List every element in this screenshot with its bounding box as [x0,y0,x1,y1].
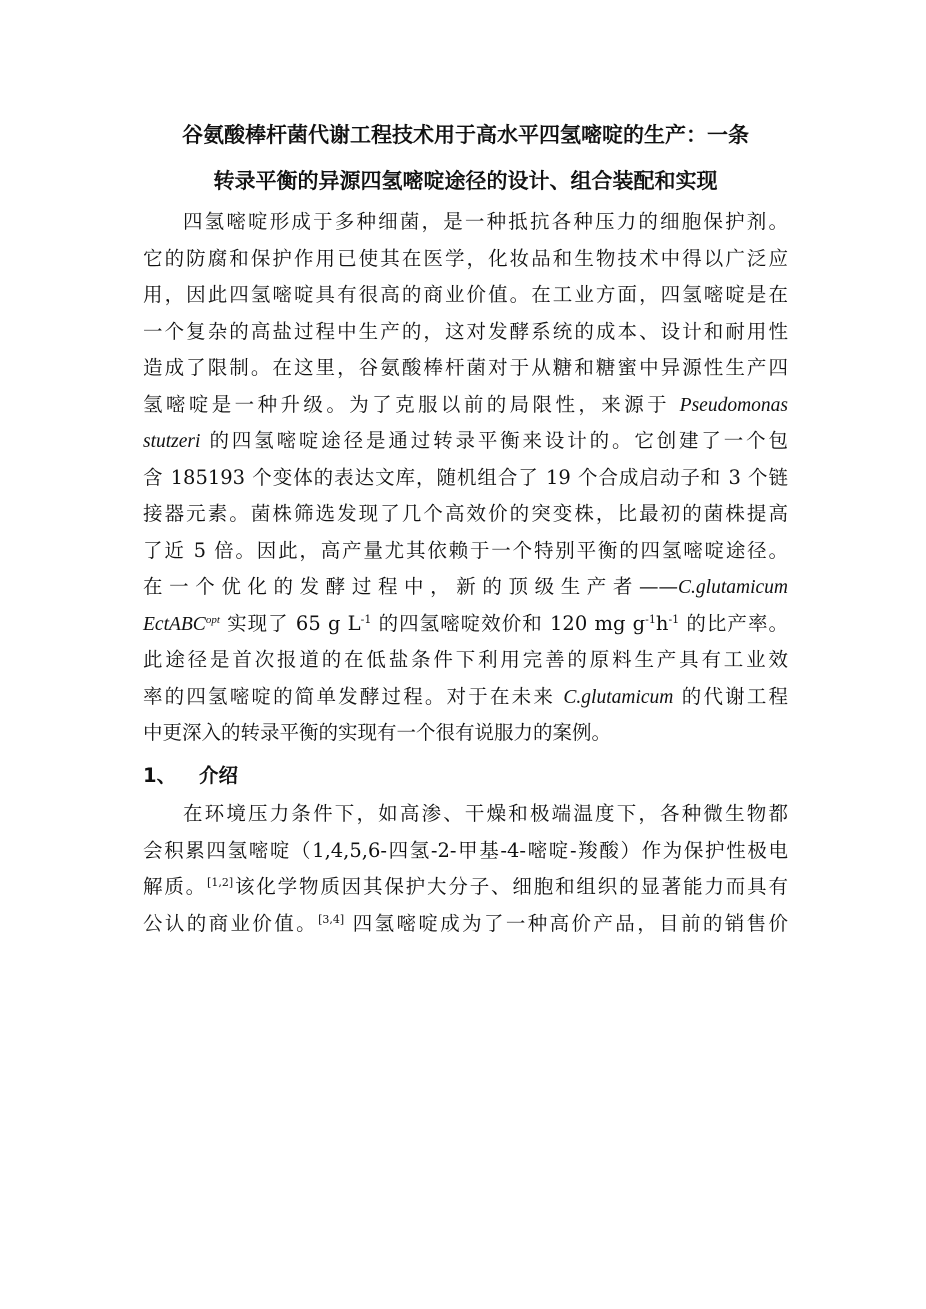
section-number: 1、 [143,763,177,787]
abstract-line: 造成了限制。在这里，谷氨酸棒杆菌对于从糖和糖蜜中异源性生产四 [143,356,788,379]
body-line: 会积累四氢嘧啶（1,4,5,6-四氢-2-甲基-4-嘧啶-羧酸）作为保护性极电 [143,838,788,862]
text-run: 在一个优化的发酵过程中，新的顶级生产者—— [143,575,679,598]
abstract-line: 它的防腐和保护作用已使其在医学，化妆品和生物技术中得以广泛应 [143,246,788,270]
abstract-line [143,423,788,460]
abstract-paragraph [143,204,788,752]
text-run: 率的四氢嘧啶的简单发酵过程。对于在未来 [143,684,564,708]
abstract-line: 含 185193 个变体的表达文库，随机组合了 19 个合成启动子和 3 个链 [143,465,788,489]
paper-title [143,112,788,204]
paper-title-line-2: 转录平衡的异源四氢嘧啶途径的设计、组合装配和实现 [213,169,718,193]
text-run: 公认的商业价值。 [143,911,319,935]
abstract-line: 此途径是首次报道的在低盐条件下利用完善的原料生产具有工业效 [143,648,788,671]
species-name: C.glutamicum [678,577,788,598]
abstract-line: 四氢嘧啶形成于多种细菌，是一种抵抗各种压力的细胞保护剂。 [183,210,788,233]
abstract-line [143,387,788,424]
section-title: 介绍 [199,763,239,787]
species-name: stutzeri [143,431,201,452]
body-line [143,906,788,943]
superscript: -1 [360,612,372,626]
superscript: -1 [645,612,656,626]
abstract-line: 了近 5 倍。因此，高产量尤其依赖于一个特别平衡的四氢嘧啶途径。 [143,538,788,562]
text-run: 的四氢嘧啶途径是通过转录平衡来设计的。它创建了一个包 [200,429,788,452]
text-run: 实现了 65 g L [219,611,361,635]
text-run: 四氢嘧啶成为了一种高价产品，目前的销售价 [344,911,788,935]
text-run: h [655,611,669,635]
text-run: 的比产率。 [679,611,788,635]
abstract-line [143,569,788,606]
strain-name: EctABC [143,613,206,635]
text-run: 该化学物质因其保护大分子、细胞和组织的显著能力而具有 [233,875,788,898]
abstract-line: 一个复杂的高盐过程中生产的，这对发酵系统的成本、设计和耐用性 [143,319,788,343]
abstract-line: 中更深入的转录平衡的实现有一个很有说服力的案例。 [143,721,612,744]
superscript: -1 [668,612,680,626]
citation: [3,4] [318,912,345,926]
abstract-line: 用，因此四氢嘧啶具有很高的商业价值。在工业方面，四氢嘧啶是在 [143,283,788,306]
body-line: 在环境压力条件下，如高渗、干燥和极端温度下，各种微生物都 [183,802,788,825]
document-page [143,112,788,942]
abstract-line: 接器元素。菌株筛选发现了几个高效价的突变株，比最初的菌株提高 [143,502,788,525]
paper-title-line-1: 谷氨酸棒杆菌代谢工程技术用于高水平四氢嘧啶的生产：一条 [182,123,749,147]
superscript: opt [205,613,220,626]
text-run: 氢嘧啶是一种升级。为了克服以前的局限性，来源于 [143,392,680,416]
species-name: C.glutamicum [563,686,674,708]
citation: [1,2] [207,876,234,889]
species-name: Pseudomonas [679,394,788,416]
introduction-paragraph [143,796,788,942]
text-run: 解质。 [143,875,208,898]
text-run: 的代谢工程 [673,684,788,708]
text-run: 的四氢嘧啶效价和 120 mg g [371,611,646,635]
abstract-line [143,606,788,643]
abstract-line [143,679,788,716]
body-line [143,869,788,906]
section-heading-introduction [143,758,788,795]
